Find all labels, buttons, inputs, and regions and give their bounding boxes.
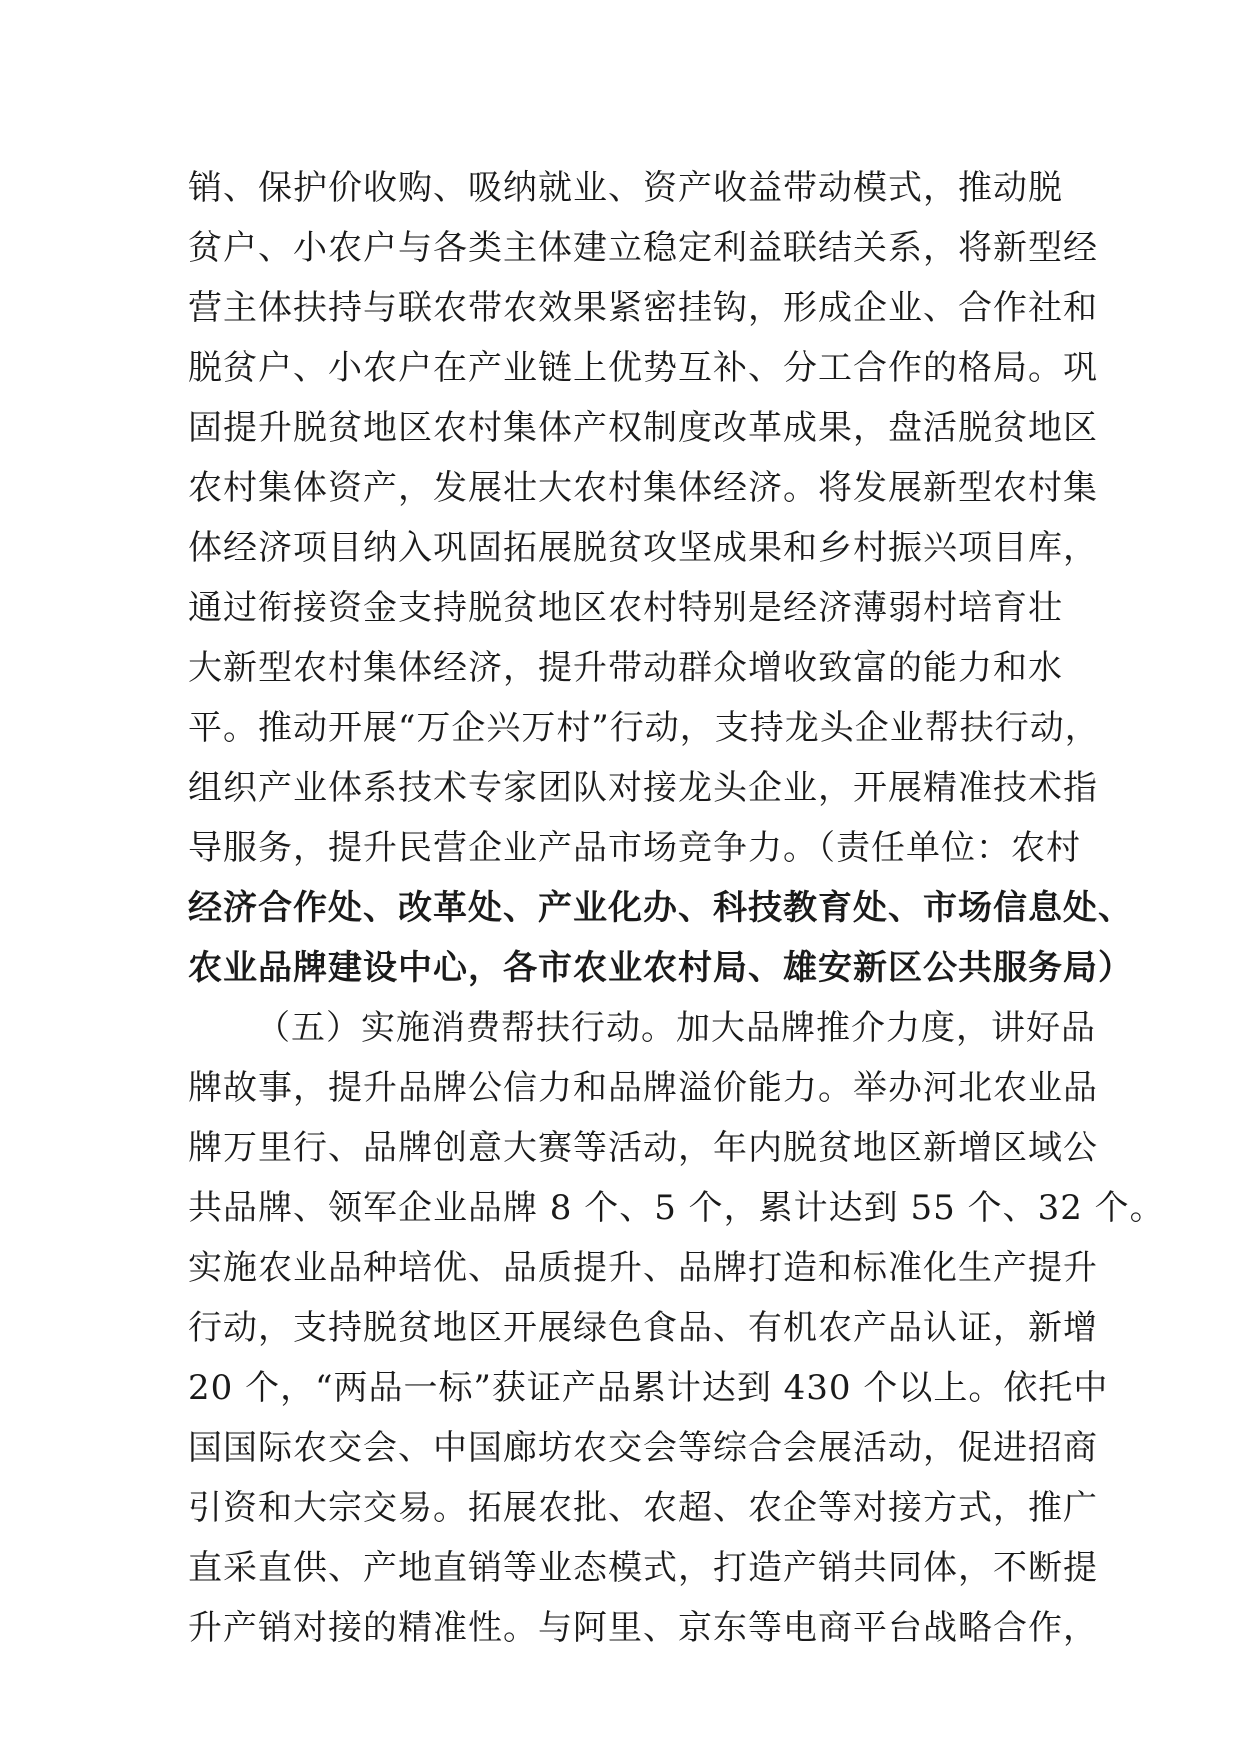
text-line: 实施农业品种培优、品质提升、品牌打造和标准化生产提升 — [188, 1248, 1098, 1288]
text-line: 固提升脱贫地区农村集体产权制度改革成果，盘活脱贫地区 — [188, 408, 1098, 448]
text-line: 升产销对接的精准性。与阿里、京东等电商平台战略合作， — [188, 1608, 1098, 1648]
text-line: 20 个，“两品一标”获证产品累计达到 430 个以上。依托中 — [188, 1368, 1109, 1408]
text-line: 营主体扶持与联农带农效果紧密挂钩，形成企业、合作社和 — [188, 288, 1098, 328]
responsibility-line: 农业品牌建设中心，各市农业农村局、雄安新区公共服务局） — [188, 948, 1133, 988]
text-line: 体经济项目纳入巩固拓展脱贫攻坚成果和乡村振兴项目库， — [188, 528, 1098, 568]
body-text — [188, 158, 1165, 1658]
text-line: 平。推动开展“万企兴万村”行动，支持龙头企业帮扶行动， — [188, 708, 1100, 748]
text-line: 农村集体资产，发展壮大农村集体经济。将发展新型农村集 — [188, 468, 1098, 508]
text-line: 共品牌、领军企业品牌 8 个、5 个，累计达到 55 个、32 个。 — [188, 1188, 1165, 1228]
text-line: 大新型农村集体经济，提升带动群众增收致富的能力和水 — [188, 648, 1063, 688]
text-line: 贫户、小农户与各类主体建立稳定利益联结关系，将新型经 — [188, 228, 1098, 268]
text-line: 国国际农交会、中国廊坊农交会等综合会展活动，促进招商 — [188, 1428, 1098, 1468]
text-line: 引资和大宗交易。拓展农批、农超、农企等对接方式，推广 — [188, 1488, 1098, 1528]
section-heading-line: （五）实施消费帮扶行动。加大品牌推介力度，讲好品 — [256, 1008, 1096, 1048]
text-line: 牌万里行、品牌创意大赛等活动，年内脱贫地区新增区域公 — [188, 1128, 1098, 1168]
responsibility-line: 经济合作处、改革处、产业化办、科技教育处、市场信息处、 — [188, 888, 1133, 928]
text-line: 通过衔接资金支持脱贫地区农村特别是经济薄弱村培育壮 — [188, 588, 1063, 628]
text-line: 导服务，提升民营企业产品市场竞争力。（责任单位：农村 — [188, 828, 1081, 868]
text-line: 组织产业体系技术专家团队对接龙头企业，开展精准技术指 — [188, 768, 1098, 808]
text-line: 直采直供、产地直销等业态模式，打造产销共同体，不断提 — [188, 1548, 1098, 1588]
text-line: 行动，支持脱贫地区开展绿色食品、有机农产品认证，新增 — [188, 1308, 1098, 1348]
text-line: 脱贫户、小农户在产业链上优势互补、分工合作的格局。巩 — [188, 348, 1098, 388]
text-line: 牌故事，提升品牌公信力和品牌溢价能力。举办河北农业品 — [188, 1068, 1098, 1108]
text-line: 销、保护价收购、吸纳就业、资产收益带动模式，推动脱 — [188, 168, 1063, 208]
